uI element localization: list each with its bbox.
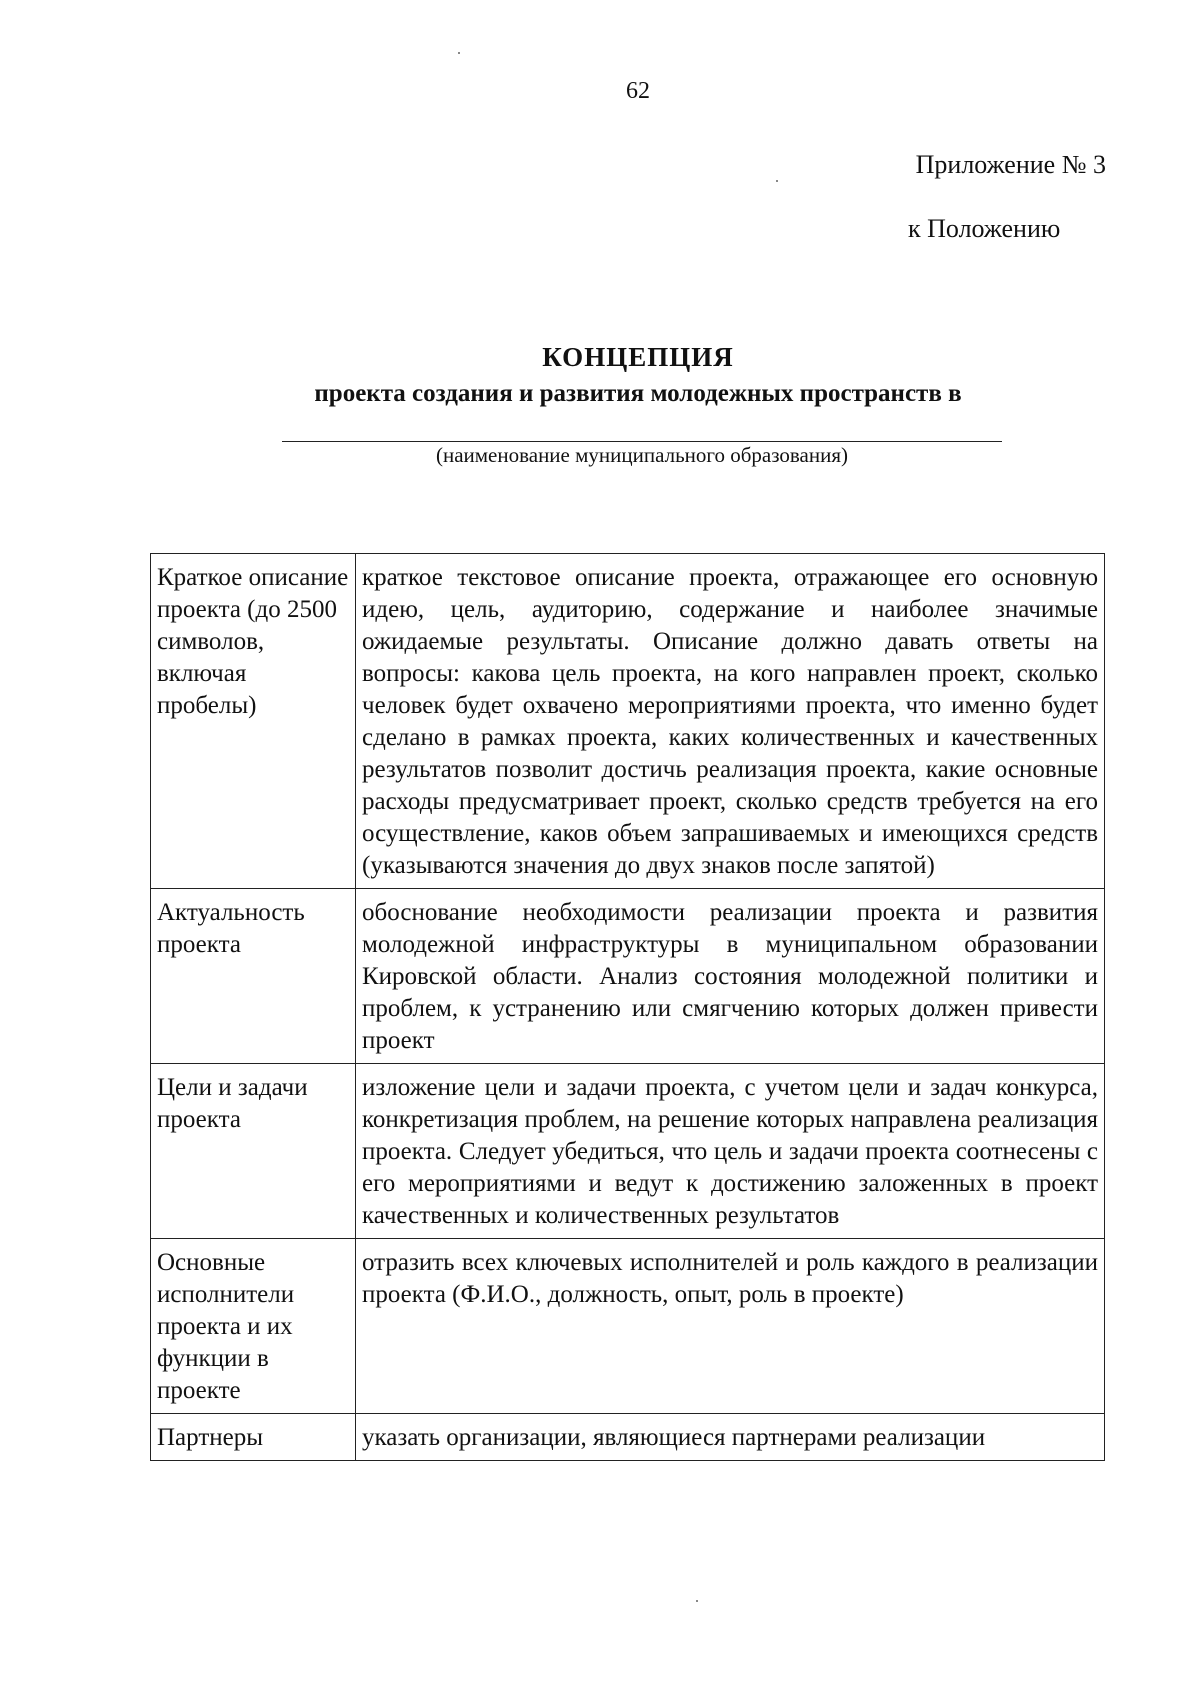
- table-row: [151, 889, 1105, 1064]
- appendix-label: Приложение № 3: [915, 150, 1106, 179]
- fill-in-blank-line: [282, 441, 1002, 442]
- row-content: отразить всех ключевых исполнителей и роль каждого в реализации проекта (Ф.И.О., должность, опыт, роль в проекте): [356, 1239, 1105, 1414]
- row-label: Краткое описание проекта (до 2500 символов, включая пробелы): [151, 554, 356, 889]
- row-content: указать организации, являющиеся партнерами реализации: [356, 1414, 1105, 1461]
- table-row: [151, 554, 1105, 889]
- row-label: Основные исполнители проекта и их функции в проекте: [151, 1239, 356, 1414]
- scan-speck: [776, 180, 778, 182]
- fill-in-blank-caption: (наименование муниципального образования): [435, 443, 849, 467]
- row-label: Цели и задачи проекта: [151, 1064, 356, 1239]
- row-content: изложение цели и задачи проекта, с учетом цели и задач конкурса, конкретизация проблем, на решение которых направлена реализация проекта. Следует убедиться, что цель и задачи проекта соотнесены с его мероприятиями и ведут к достижению заложенных в проект качественных и количественных результатов: [356, 1064, 1105, 1239]
- row-content: краткое текстовое описание проекта, отражающее его основную идею, цель, аудиторию, содержание и наиболее значимые ожидаемые результаты. Описание должно давать ответы на вопросы: какова цель проекта, на кого направлен проект, сколько человек будет охвачено мероприятиями проекта, что именно будет сделано в рамках проекта, каких количественных и качественных результатов позволит достичь реализация проекта, какие основные расходы предусматривает проект, сколько средств требуется на его осуществление, каков объем запрашиваемых и имеющихся средств (указываются значения до двух знаков после запятой): [356, 554, 1105, 889]
- table-row: [151, 1239, 1105, 1414]
- row-content: обоснование необходимости реализации проекта и развития молодежной инфраструктуры в муниципальном образовании Кировской области. Анализ состояния молодежной политики и проблем, к устранению или смягчению которых должен привести проект: [356, 889, 1105, 1064]
- page-number: 62: [626, 78, 650, 104]
- scan-speck: [696, 1600, 698, 1602]
- row-label: Партнеры: [151, 1414, 356, 1461]
- document-subtitle: проекта создания и развития молодежных пространств в: [314, 380, 962, 407]
- row-label: Актуальность проекта: [151, 889, 356, 1064]
- document-title: КОНЦЕПЦИЯ: [542, 342, 734, 372]
- appendix-reference: к Положению: [908, 214, 1061, 243]
- table-row: [151, 1414, 1105, 1461]
- table-row: [151, 1064, 1105, 1239]
- scan-speck: [458, 52, 460, 54]
- concept-table: [150, 553, 1105, 1461]
